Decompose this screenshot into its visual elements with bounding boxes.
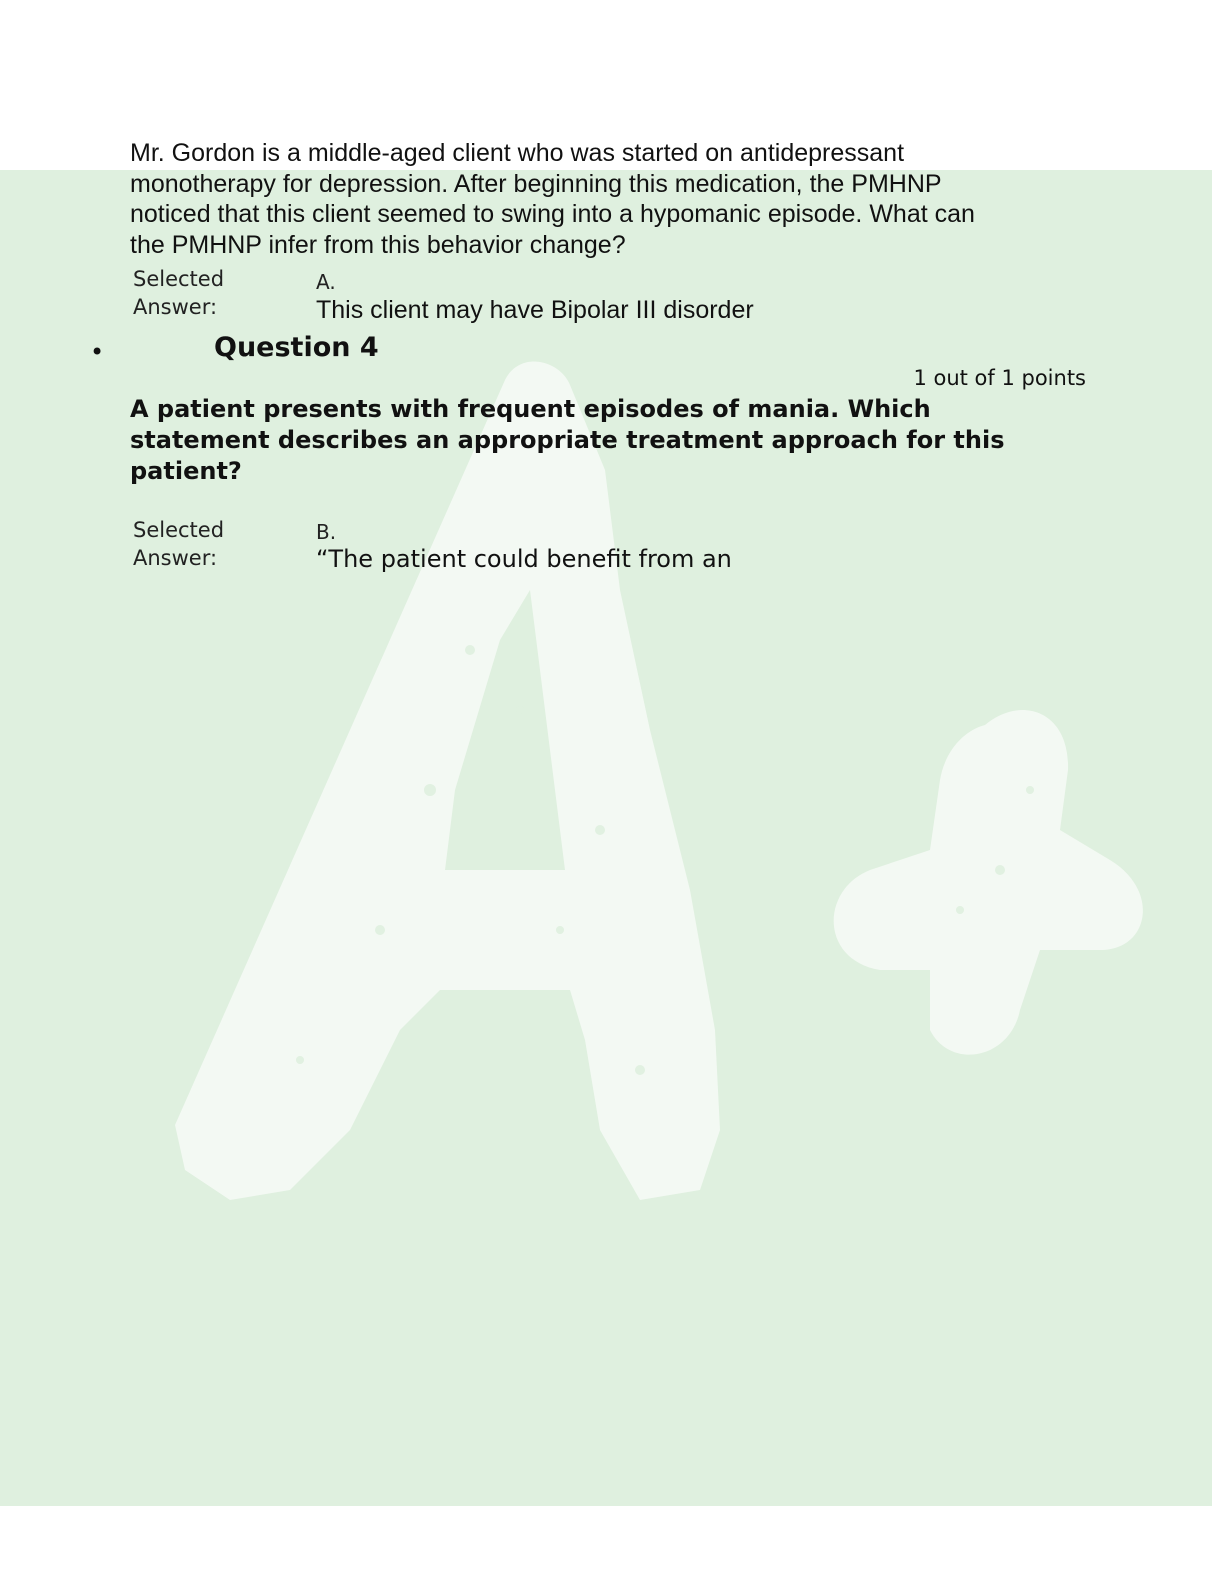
question-4-line: A patient presents with frequent episodes of mania. Which (130, 395, 931, 423)
question-3-line: the PMHNP infer from this behavior change? (130, 230, 626, 259)
selected-label-line2: Answer: (133, 295, 218, 319)
question-3-line: noticed that this client seemed to swing into a hypomanic episode. What can (130, 200, 975, 228)
question-3-selected-label (133, 265, 224, 321)
question-4-line: patient? (130, 457, 242, 485)
question-4-selected-answer: “The patient could benefit from an (316, 545, 732, 573)
question-3-text (130, 138, 1050, 260)
question-4-line: statement describes an appropriate treatment approach for this (130, 426, 1005, 454)
question-4-text (130, 394, 1030, 487)
question-3-selected-answer: This client may have Bipolar III disorder (316, 296, 754, 324)
selected-label-line2: Answer: (133, 546, 218, 570)
question-4-points: 1 out of 1 points (913, 366, 1086, 390)
question-4-heading: Question 4 (214, 332, 379, 363)
selected-label-line1: Selected (133, 518, 225, 542)
question-3-line: monotherapy for depression. After beginning this medication, the PMHNP (130, 169, 942, 198)
question-4-selected-label (133, 516, 224, 572)
question-4-bullet: • (90, 338, 105, 366)
question-3-selected-letter: A. (316, 270, 336, 294)
selected-label-line1: Selected (133, 267, 225, 291)
question-4-selected-letter: B. (316, 520, 337, 544)
question-3-line: Mr. Gordon is a middle-aged client who was started on antidepressant (130, 139, 905, 167)
